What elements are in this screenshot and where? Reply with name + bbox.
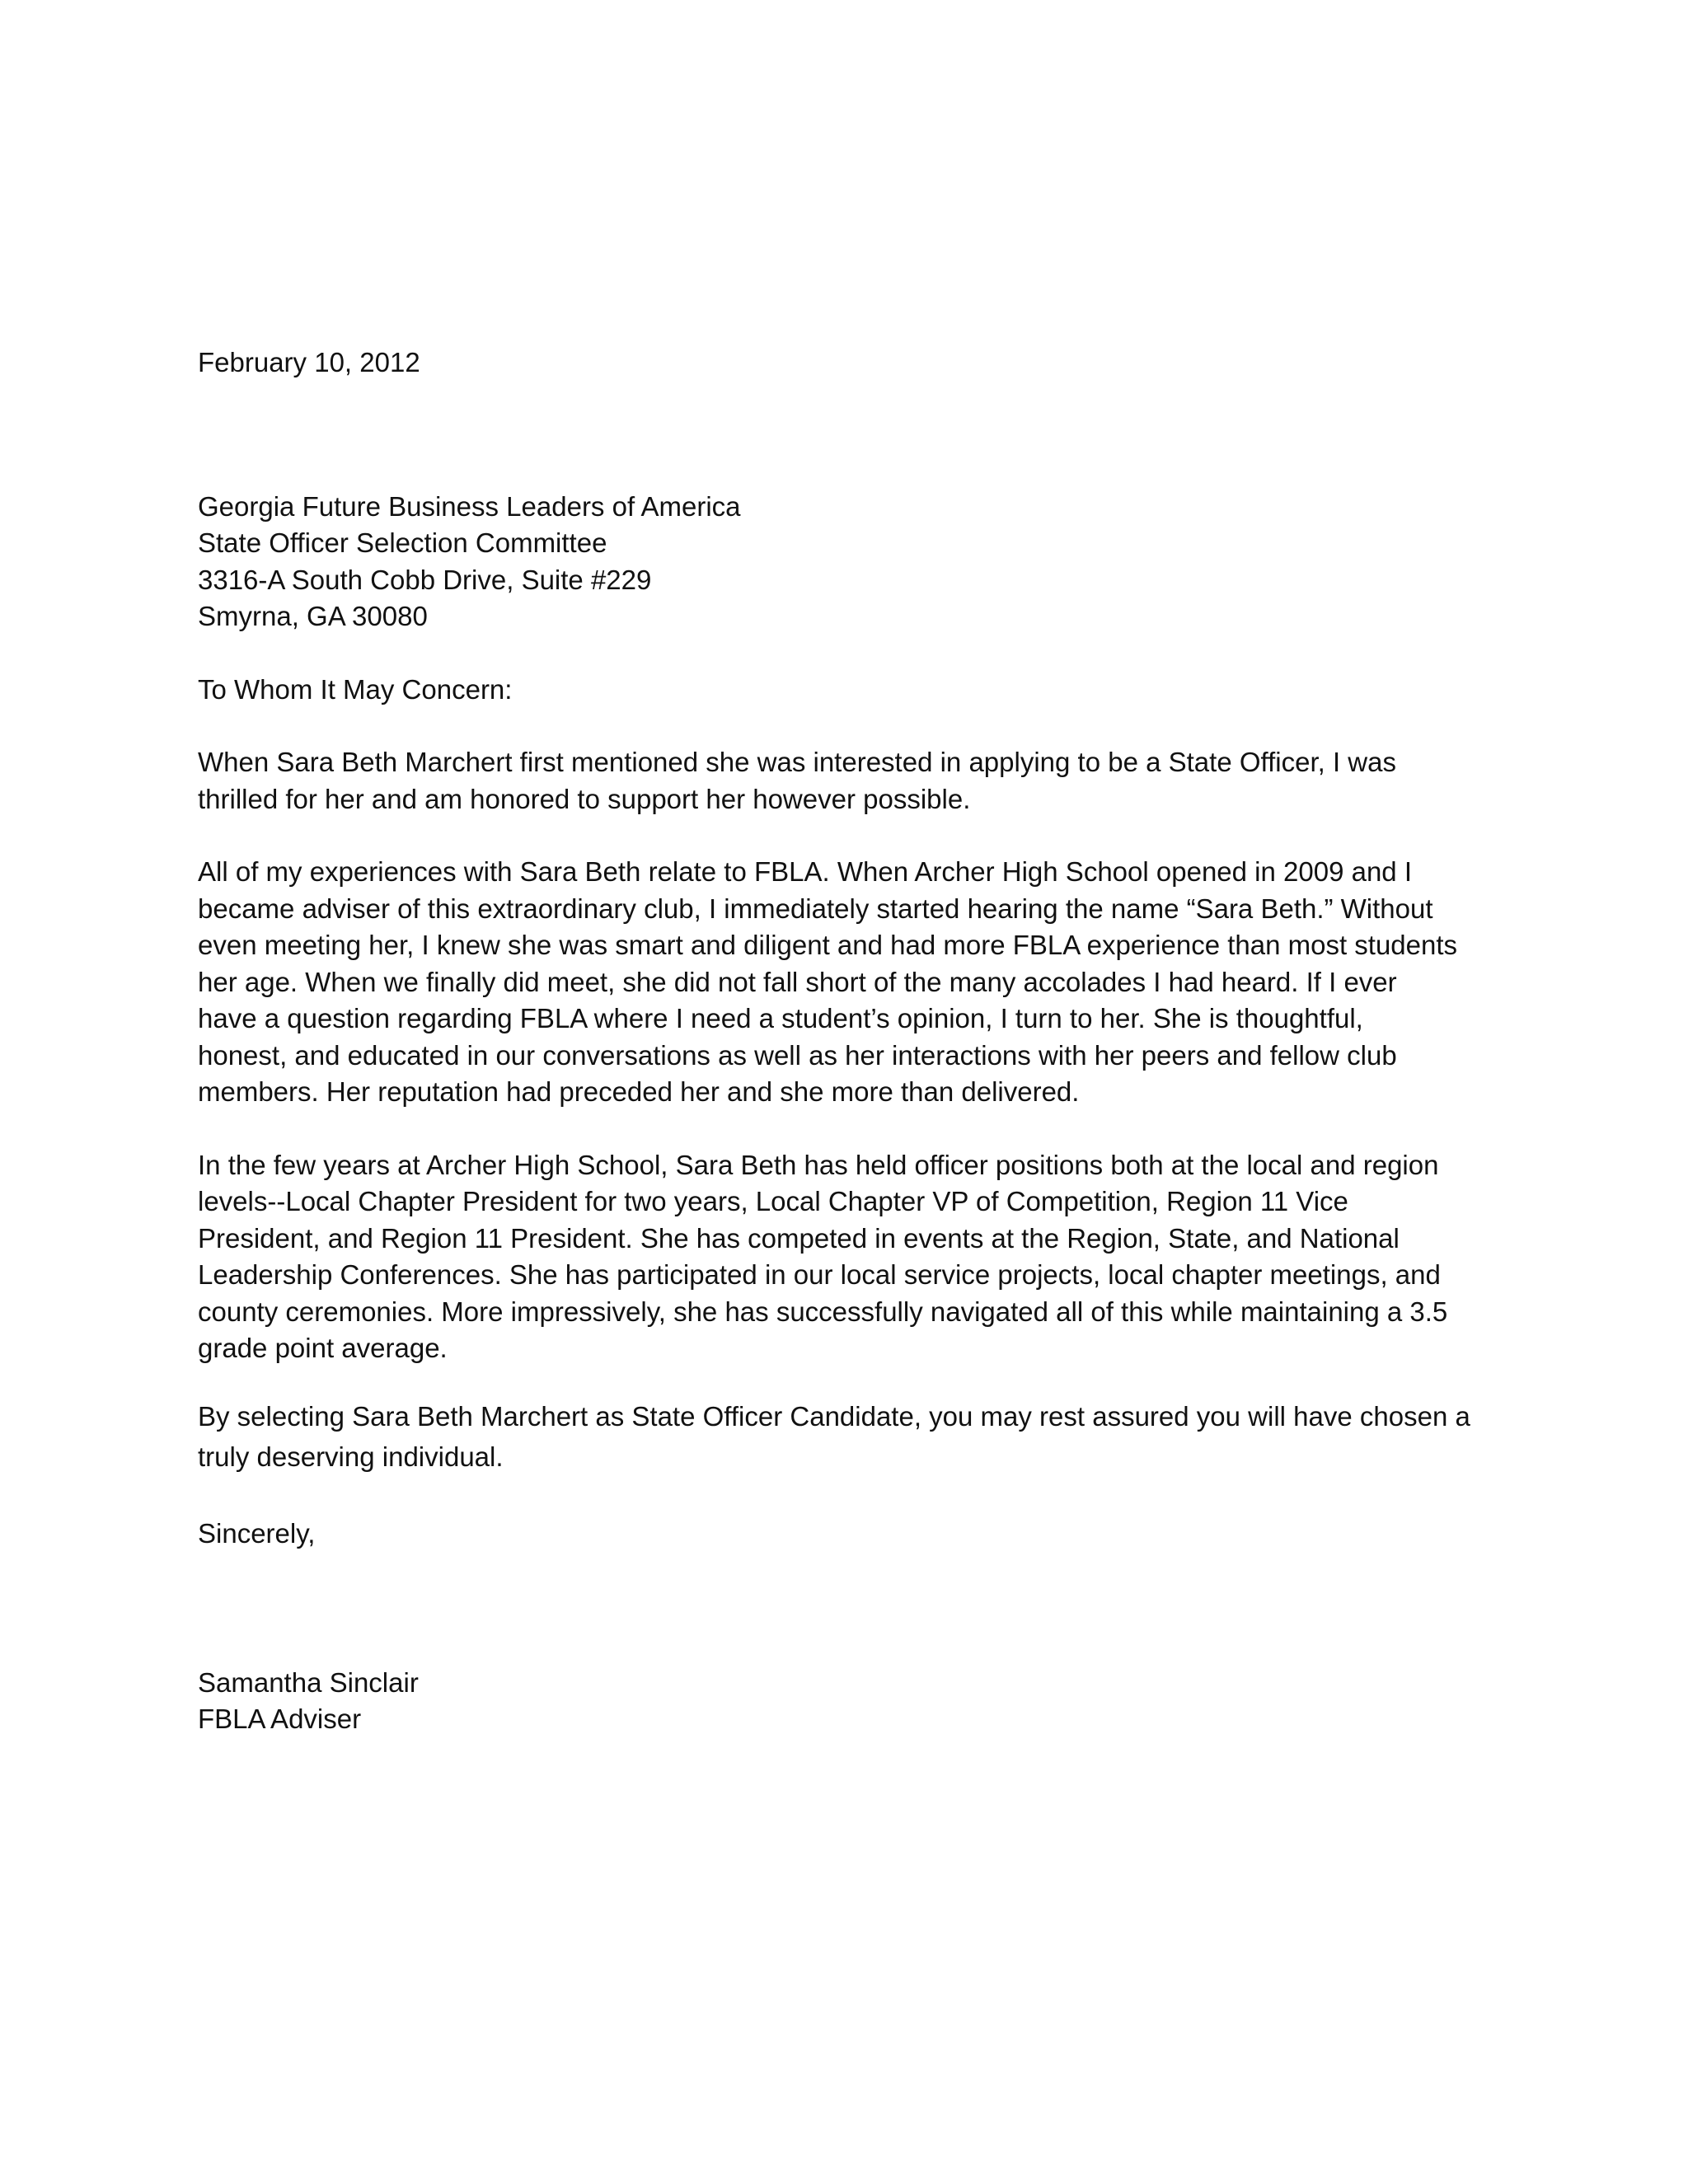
body-paragraph-1 [198, 744, 1484, 818]
body-paragraph-2 [198, 854, 1484, 1111]
paragraph-line: honest, and educated in our conversations as well as her interactions with her peers and fellow club [198, 1039, 1397, 1071]
recipient-line: State Officer Selection Committee [198, 527, 607, 558]
paragraph-line: By selecting Sara Beth Marchert as State Officer Candidate, you may rest assured you will have chosen a [198, 1400, 1470, 1432]
signer-title: FBLA Adviser [198, 1704, 362, 1734]
paragraph-line: truly deserving individual. [198, 1441, 504, 1472]
recipient-line: Smyrna, GA 30080 [198, 601, 428, 631]
paragraph-line: Leadership Conferences. She has participated in our local service projects, local chapter meetings, and [198, 1259, 1441, 1290]
paragraph-line: levels--Local Chapter President for two years, Local Chapter VP of Competition, Region 11 Vice [198, 1186, 1348, 1216]
salutation: To Whom It May Concern: [198, 673, 513, 705]
paragraph-line: members. Her reputation had preceded her and she more than delivered. [198, 1076, 1080, 1107]
letter-page [198, 344, 1484, 1738]
body-paragraph-3 [198, 1147, 1484, 1367]
recipient-address [198, 489, 1484, 635]
letter-date: February 10, 2012 [198, 347, 420, 377]
recipient-line: 3316-A South Cobb Drive, Suite #229 [198, 564, 652, 595]
recipient-line: Georgia Future Business Leaders of America [198, 490, 741, 522]
paragraph-line: In the few years at Archer High School, Sara Beth has held officer positions both at the local and region [198, 1149, 1439, 1180]
signature-block [198, 1665, 1484, 1738]
paragraph-line: her age. When we finally did meet, she did not fall short of the many accolades I had heard. If I ever [198, 966, 1397, 997]
paragraph-line: thrilled for her and am honored to support her however possible. [198, 783, 971, 814]
paragraph-line: county ceremonies. More impressively, she has successfully navigated all of this while maintaining a 3.5 [198, 1296, 1448, 1327]
paragraph-line: grade point average. [198, 1333, 448, 1363]
paragraph-line: have a question regarding FBLA where I need a student’s opinion, I turn to her. She is thoughtful, [198, 1003, 1363, 1033]
body-paragraph-4 [198, 1399, 1484, 1480]
paragraph-line: became adviser of this extraordinary club, I immediately started hearing the name “Sara Beth.” Without [198, 893, 1433, 924]
closing: Sincerely, [198, 1518, 316, 1549]
paragraph-line: All of my experiences with Sara Beth relate to FBLA. When Archer High School opened in 2009 and I [198, 856, 1412, 887]
paragraph-line: President, and Region 11 President. She has competed in events at the Region, State, and National [198, 1222, 1400, 1254]
paragraph-line: When Sara Beth Marchert first mentioned she was interested in applying to be a State Officer, I was [198, 747, 1396, 777]
signer-name: Samantha Sinclair [198, 1666, 419, 1698]
paragraph-line: even meeting her, I knew she was smart and diligent and had more FBLA experience than most students [198, 930, 1458, 960]
